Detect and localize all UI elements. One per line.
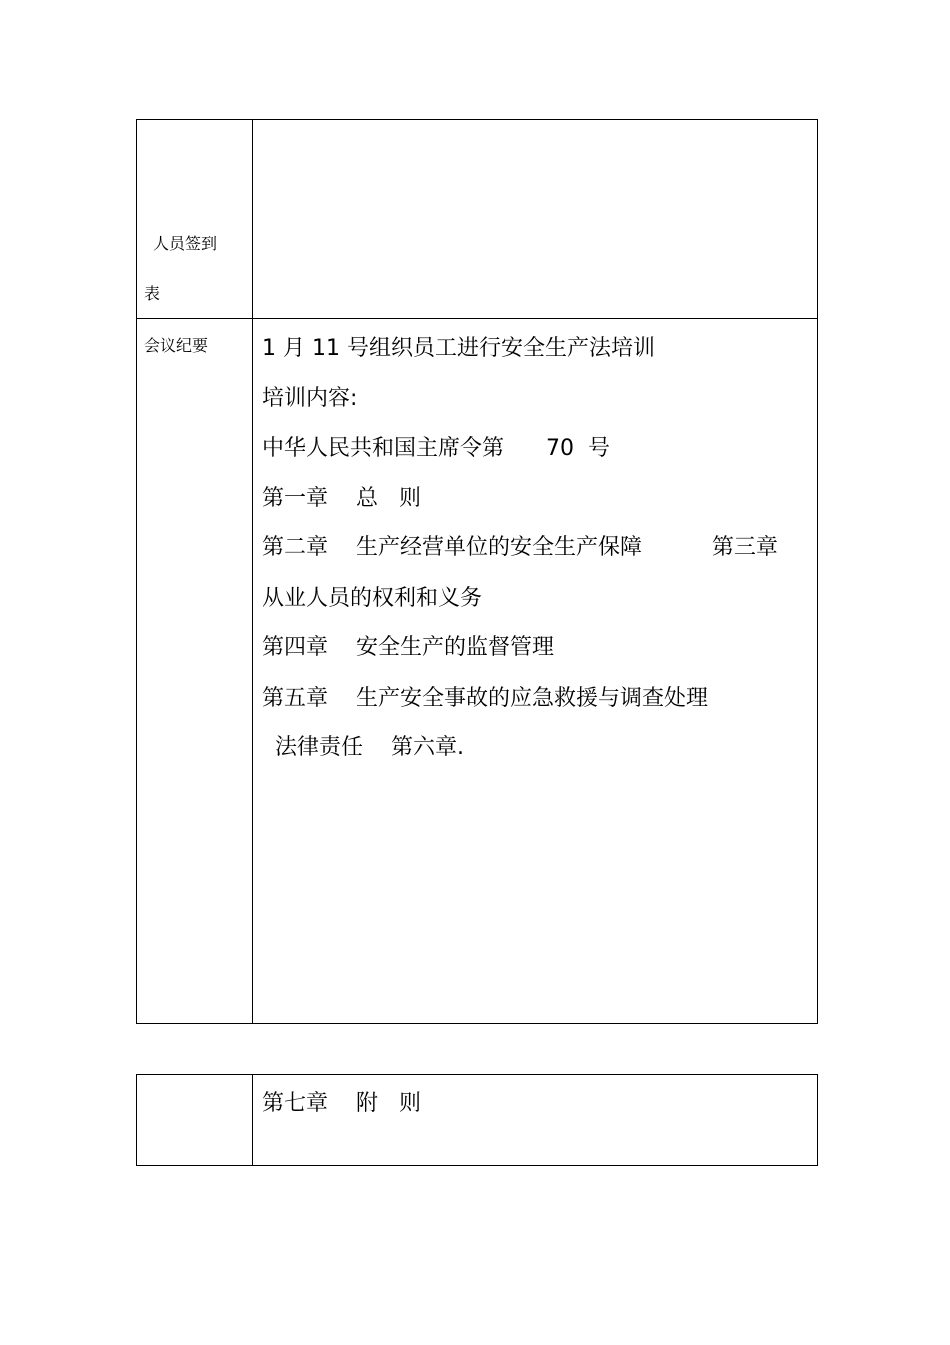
attendance-label-line2: 表 bbox=[144, 284, 161, 303]
continuation-table bbox=[136, 1074, 818, 1166]
attendance-minutes-table bbox=[136, 119, 818, 1024]
table1-column-divider bbox=[252, 119, 253, 1024]
chapter-seven-line: 第七章 附 则 bbox=[262, 1091, 421, 1116]
minutes-line: 培训内容: bbox=[262, 386, 358, 411]
minutes-label: 会议纪要 bbox=[144, 336, 209, 355]
minutes-line: 从业人员的权利和义务 bbox=[262, 586, 483, 611]
minutes-line: 第四章 安全生产的监督管理 bbox=[262, 635, 554, 660]
minutes-line: 中华人民共和国主席令第 70 号 bbox=[262, 436, 610, 461]
attendance-label-line1: 人员签到 bbox=[153, 234, 218, 253]
minutes-line: 第二章 生产经营单位的安全生产保障 第三章 bbox=[262, 535, 778, 560]
minutes-line: 法律责任 第六章. bbox=[275, 735, 464, 760]
table2-column-divider bbox=[252, 1074, 253, 1166]
minutes-line: 第一章 总 则 bbox=[262, 486, 421, 511]
minutes-line: 1 月 11 号组织员工进行安全生产法培训 bbox=[262, 336, 655, 361]
minutes-line: 第五章 生产安全事故的应急救援与调查处理 bbox=[262, 686, 708, 711]
table1-row-divider bbox=[136, 318, 818, 319]
